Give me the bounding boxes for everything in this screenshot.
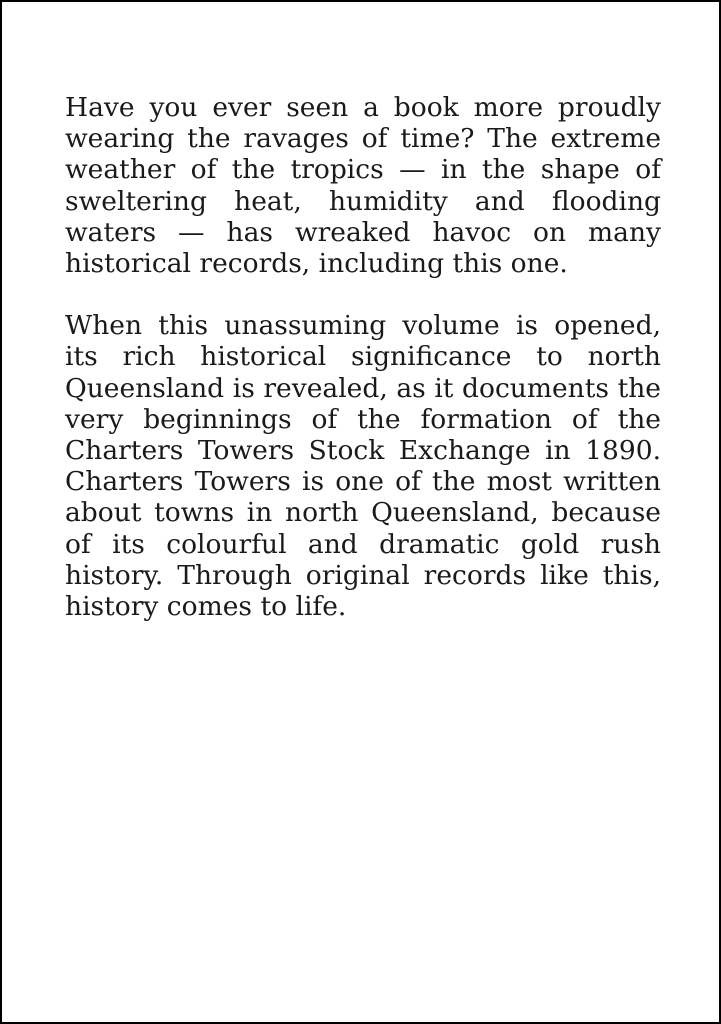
paragraph-ravages-of-time: Have you ever seen a book more proudly wearing the ravages of time? The extreme weather of the tropics — in the shape of sweltering heat, humidity and flooding waters — has wreaked havoc on many historical records, including this one. [65,92,661,280]
body-text [65,92,661,653]
paragraph-charters-towers: When this unassuming volume is opened, its rich historical significance to north Queensland is revealed, as it documents the very beginnings of the formation of the Charters Towers Stock Exchange in 1890. Charters Towers is one of the most written about towns in north Queensland, because of its colourful and dramatic gold rush history. Through original records like this, history comes to life. [65,310,661,623]
